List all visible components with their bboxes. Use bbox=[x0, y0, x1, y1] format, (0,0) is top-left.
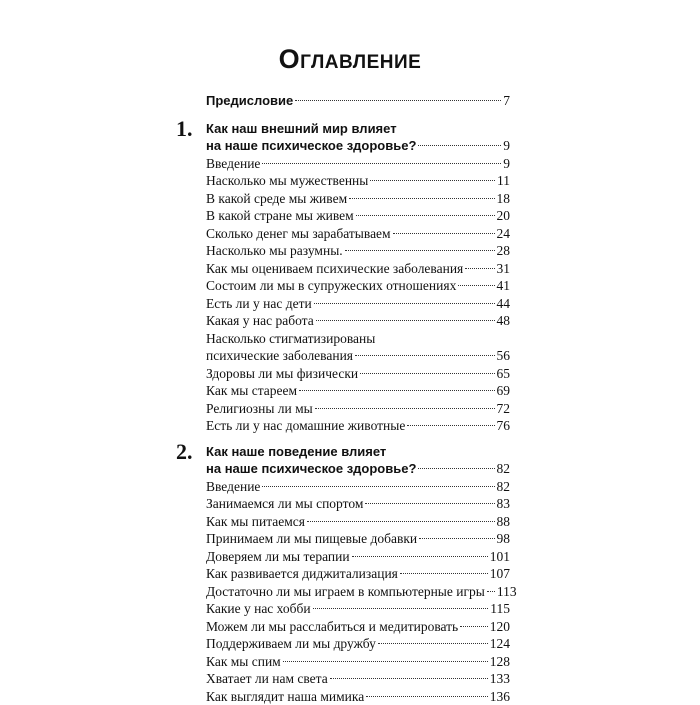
chapter-number: 1. bbox=[176, 118, 193, 140]
toc-entry[interactable] bbox=[176, 155, 510, 173]
toc-preface[interactable] bbox=[176, 92, 510, 110]
toc-entry-page: 83 bbox=[497, 495, 511, 513]
chapter-page: 9 bbox=[503, 137, 510, 155]
leader-dots bbox=[400, 573, 488, 574]
toc-entry-label: Принимаем ли мы пищевые добавки bbox=[176, 530, 417, 548]
toc-entry[interactable] bbox=[176, 242, 510, 260]
toc-entry-page: 88 bbox=[497, 513, 511, 531]
toc-entry-page: 56 bbox=[497, 347, 511, 365]
leader-dots bbox=[360, 373, 494, 374]
leader-dots bbox=[378, 643, 488, 644]
leader-dots bbox=[262, 486, 494, 487]
leader-dots bbox=[307, 521, 495, 522]
toc-entry[interactable] bbox=[176, 513, 510, 531]
toc-entry-label: Как мы оцениваем психические заболевания bbox=[176, 260, 463, 278]
toc-entry-page: 65 bbox=[497, 365, 511, 383]
toc-entry[interactable] bbox=[176, 600, 510, 618]
page-title: Оглавление bbox=[0, 44, 700, 75]
toc-entry-label: Насколько мы мужественны bbox=[176, 172, 368, 190]
chapter-title-line1[interactable]: Как наш внешний мир влияет bbox=[176, 120, 510, 138]
toc-entry[interactable] bbox=[176, 583, 510, 601]
toc-entry[interactable] bbox=[176, 382, 510, 400]
toc-entry[interactable] bbox=[176, 172, 510, 190]
chapter-entries bbox=[176, 155, 510, 435]
chapter-number: 2. bbox=[176, 441, 193, 463]
toc-preface-page: 7 bbox=[503, 92, 510, 110]
toc-preface-label: Предисловие bbox=[176, 92, 293, 110]
toc-entry-page: 20 bbox=[497, 207, 511, 225]
chapter-title-line1[interactable]: Как наше поведение влияет bbox=[176, 443, 510, 461]
toc-entry-label: Состоим ли мы в супружеских отношениях bbox=[176, 277, 456, 295]
chapter-2 bbox=[176, 443, 510, 705]
toc-entry-page: 136 bbox=[490, 688, 510, 705]
leader-dots bbox=[458, 285, 494, 286]
chapter-entries bbox=[176, 478, 510, 705]
toc-entry[interactable] bbox=[176, 618, 510, 636]
leader-dots bbox=[345, 250, 495, 251]
leader-dots bbox=[366, 696, 488, 697]
leader-dots bbox=[370, 180, 495, 181]
leader-dots bbox=[299, 390, 494, 391]
toc-entry[interactable] bbox=[176, 417, 510, 435]
toc-entry-label: Достаточно ли мы играем в компьютерные игры bbox=[176, 583, 485, 601]
toc-entry-label: Поддерживаем ли мы дружбу bbox=[176, 635, 376, 653]
toc-entry-page: 41 bbox=[497, 277, 511, 295]
leader-dots bbox=[419, 538, 494, 539]
toc-entry-page: 101 bbox=[490, 548, 510, 566]
toc-entry-label: Введение bbox=[176, 478, 260, 496]
toc-entry-page: 82 bbox=[497, 478, 511, 496]
toc-entry-page: 76 bbox=[497, 417, 511, 435]
leader-dots bbox=[314, 303, 495, 304]
leader-dots bbox=[365, 503, 494, 504]
leader-dots bbox=[487, 591, 495, 592]
toc-entry[interactable] bbox=[176, 478, 510, 496]
toc-entry-page: 124 bbox=[490, 635, 510, 653]
leader-dots bbox=[283, 661, 488, 662]
leader-dots bbox=[355, 355, 494, 356]
toc-entry[interactable] bbox=[176, 400, 510, 418]
toc-entry-label: Как мы спим bbox=[176, 653, 281, 671]
toc-entry-label: Религиозны ли мы bbox=[176, 400, 313, 418]
toc-entry-page: 128 bbox=[490, 653, 510, 671]
leader-dots bbox=[393, 233, 495, 234]
toc-entry-label: Введение bbox=[176, 155, 260, 173]
toc-entry[interactable] bbox=[176, 635, 510, 653]
toc-entry-label: В какой среде мы живем bbox=[176, 190, 347, 208]
toc-entry-label: Занимаемся ли мы спортом bbox=[176, 495, 363, 513]
toc-entry[interactable] bbox=[176, 277, 510, 295]
toc-entry[interactable] bbox=[176, 347, 510, 365]
toc-entry-label: Сколько денег мы зарабатываем bbox=[176, 225, 391, 243]
toc-entry-label: Доверяем ли мы терапии bbox=[176, 548, 350, 566]
leader-dots bbox=[356, 215, 495, 216]
toc-entry[interactable] bbox=[176, 207, 510, 225]
toc-entry-page: 48 bbox=[497, 312, 511, 330]
toc-entry-label: Насколько стигматизированы bbox=[176, 330, 375, 348]
toc-entry-line1[interactable] bbox=[176, 330, 510, 348]
toc-entry-page: 72 bbox=[497, 400, 511, 418]
toc-entry-label: Как мы стареем bbox=[176, 382, 297, 400]
toc-entry-page: 44 bbox=[497, 295, 511, 313]
toc-entry-page: 133 bbox=[490, 670, 510, 688]
toc-entry-page: 31 bbox=[497, 260, 511, 278]
toc-entry[interactable] bbox=[176, 295, 510, 313]
leader-dots bbox=[418, 468, 494, 469]
toc-entry-label: психические заболевания bbox=[176, 347, 353, 365]
leader-dots bbox=[460, 626, 488, 627]
toc-entry-label: Хватает ли нам света bbox=[176, 670, 328, 688]
leader-dots bbox=[315, 408, 495, 409]
chapter-title-line2[interactable]: на наше психическое здоровье? 82 bbox=[176, 460, 510, 478]
toc-entry[interactable] bbox=[176, 688, 510, 705]
leader-dots bbox=[316, 320, 495, 321]
toc-entry-label: Есть ли у нас дети bbox=[176, 295, 312, 313]
toc-entry[interactable] bbox=[176, 260, 510, 278]
toc-entry-page: 113 bbox=[497, 583, 517, 601]
leader-dots bbox=[352, 556, 488, 557]
toc-entry[interactable] bbox=[176, 190, 510, 208]
toc-entry-label: Какие у нас хобби bbox=[176, 600, 311, 618]
toc-entry[interactable] bbox=[176, 548, 510, 566]
toc-entry-label: В какой стране мы живем bbox=[176, 207, 354, 225]
chapter-title-line2[interactable]: на наше психическое здоровье? 9 bbox=[176, 137, 510, 155]
toc-entry-label: Есть ли у нас домашние животные bbox=[176, 417, 405, 435]
leader-dots bbox=[313, 608, 489, 609]
leader-dots bbox=[418, 145, 501, 146]
toc-entry-label: Насколько мы разумны. bbox=[176, 242, 343, 260]
leader-dots bbox=[349, 198, 494, 199]
table-of-contents bbox=[176, 92, 510, 705]
toc-entry-label: Здоровы ли мы физически bbox=[176, 365, 358, 383]
toc-entry[interactable] bbox=[176, 495, 510, 513]
toc-entry-page: 24 bbox=[497, 225, 511, 243]
toc-entry-page: 11 bbox=[497, 172, 510, 190]
toc-entry-page: 18 bbox=[497, 190, 511, 208]
toc-entry-label: Можем ли мы расслабиться и медитировать bbox=[176, 618, 458, 636]
toc-entry-label: Как развивается диджитализация bbox=[176, 565, 398, 583]
leader-dots bbox=[407, 425, 494, 426]
toc-entry-page: 69 bbox=[497, 382, 511, 400]
chapter-1 bbox=[176, 120, 510, 435]
toc-entry-label: Как мы питаемся bbox=[176, 513, 305, 531]
toc-entry[interactable] bbox=[176, 565, 510, 583]
toc-entry-page: 28 bbox=[497, 242, 511, 260]
leader-dots bbox=[295, 100, 501, 101]
toc-entry[interactable] bbox=[176, 312, 510, 330]
toc-entry[interactable] bbox=[176, 653, 510, 671]
toc-entry[interactable] bbox=[176, 530, 510, 548]
toc-entry-page: 115 bbox=[490, 600, 510, 618]
toc-entry-page: 98 bbox=[497, 530, 511, 548]
toc-entry-label: Какая у нас работа bbox=[176, 312, 314, 330]
toc-entry[interactable] bbox=[176, 365, 510, 383]
leader-dots bbox=[262, 163, 501, 164]
toc-entry-page: 9 bbox=[503, 155, 510, 173]
toc-entry-page: 120 bbox=[490, 618, 510, 636]
toc-entry-label: Как выглядит наша мимика bbox=[176, 688, 364, 705]
leader-dots bbox=[465, 268, 494, 269]
toc-entry[interactable] bbox=[176, 225, 510, 243]
toc-entry-page: 107 bbox=[490, 565, 510, 583]
toc-entry[interactable] bbox=[176, 670, 510, 688]
chapter-page: 82 bbox=[497, 460, 511, 478]
leader-dots bbox=[330, 678, 488, 679]
